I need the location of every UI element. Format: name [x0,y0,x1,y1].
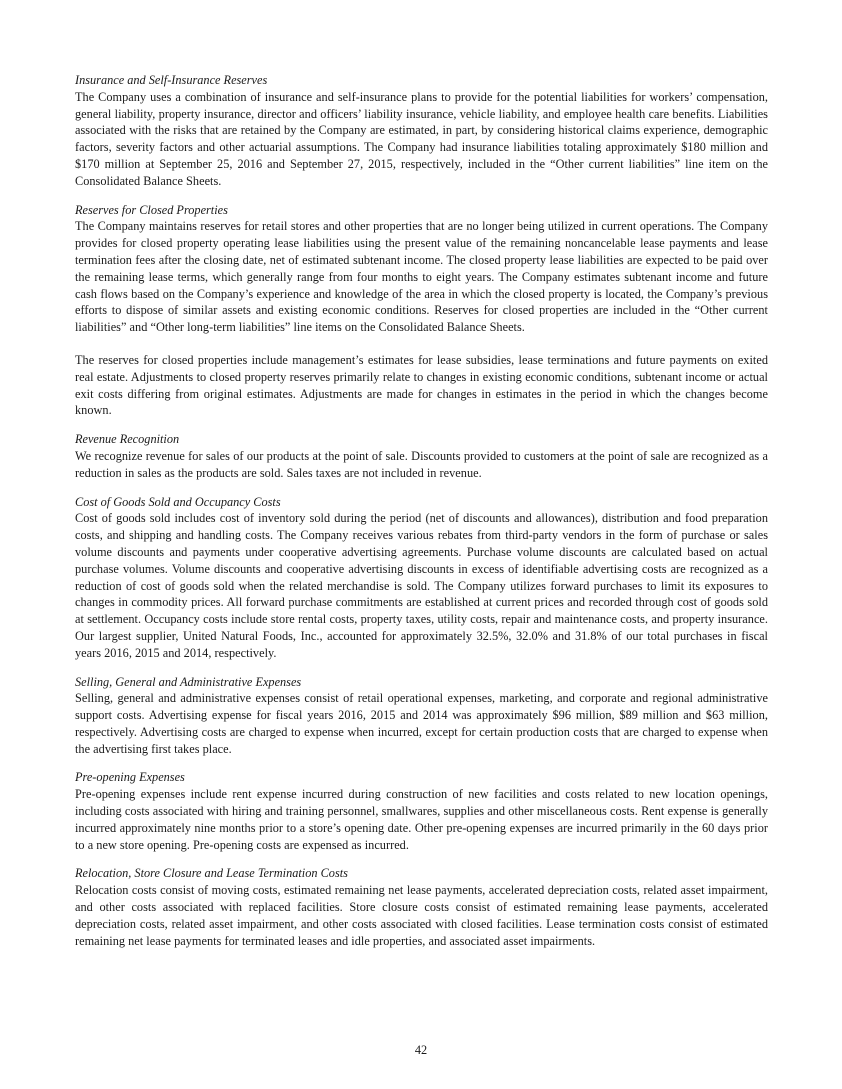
section-paragraph: The Company uses a combination of insurance and self-insurance plans to provide for the potential liabilities for workers’ compensation, general liability, property insurance, director and officers’ liability insurance, vehicle liability, and employee health care benefits. Liabilities associated with the risks that are retained by the Company are estimated, in part, by considering historical claims experience, demographic factors, severity factors and other actuarial assumptions. The Company had insurance liabilities totaling approximately $180 million and $170 million at September 25, 2016 and September 27, 2015, respectively, included in the “Other current liabilities” line item on the Consolidated Balance Sheets. [75,89,768,188]
section-paragraph: Cost of goods sold includes cost of inventory sold during the period (net of discounts and allowances), distribution and food preparation costs, and shipping and handling costs. The Company receives various rebates from third-party vendors in the form of purchase or sales volume discounts and payments under cooperative advertising agreements. Purchase volume discounts are calculated based on actual purchase volumes. Volume discounts and cooperative advertising discounts in excess of identifiable advertising costs are recognized as a reduction of cost of goods sold when the related merchandise is sold. The Company utilizes forward purchases to limit its exposures to changes in commodity prices. All forward purchase commitments are established at current prices and recorded through cost of goods sold at settlement. Occupancy costs include store rental costs, property taxes, utility costs, repair and maintenance costs, and property insurance. Our largest supplier, United Natural Foods, Inc., accounted for approximately 32.5%, 32.0% and 31.8% of our total purchases in fiscal years 2016, 2015 and 2014, respectively. [75,511,768,660]
page-number: 42 [414,1043,428,1057]
section-heading: Insurance and Self-Insurance Reserves [75,73,268,87]
section-heading: Pre-opening Expenses [75,770,185,785]
section-paragraph: Selling, general and administrative expenses consist of retail operational expenses, marketing, and corporate and regional administrative support costs. Advertising expense for fiscal years 2016, 2015 and 2014 was approximately $96 million, $89 million and $63 million, respectively. Advertising costs are charged to expense when incurred, except for certain production costs that are charged to expense when the advertising first takes place. [75,691,768,756]
section-heading: Reserves for Closed Properties [75,202,228,217]
section-paragraph: The reserves for closed properties include management’s estimates for lease subsidies, lease terminations and future payments on exited real estate. Adjustments to closed property reserves primarily relate to changes in existing economic conditions, subtenant income or actual exit costs differing from original estimates. Adjustments are made for changes in estimates in the period in which the changes become known. [75,352,768,418]
section-pre-opening-expenses [75,769,768,853]
section-closed-properties [75,202,768,420]
document-page [75,72,768,961]
section-sga-expenses [75,674,768,758]
section-paragraph: We recognize revenue for sales of our products at the point of sale. Discounts provided to customers at the point of sale are recognized as a reduction in sales as the products are sold. Sales taxes are not included in revenue. [75,448,768,480]
section-paragraph: The Company maintains reserves for retail stores and other properties that are no longer being utilized in current operations. The Company provides for closed property operating lease liabilities using the present value of the remaining noncancelable lease payments and lease termination fees after the closing date, net of estimated subtenant income. The closed property lease liabilities are expected to be paid over the remaining lease terms, which generally range from four months to eight years. The Company estimates subtenant income and future cash flows based on the Company’s experience and knowledge of the area in which the closed property is located, the Company’s previous efforts to dispose of similar assets and existing economic conditions. Reserves for closed properties are included in the “Other current liabilities” and “Other long-term liabilities” line items on the Consolidated Balance Sheets. [75,219,768,335]
section-heading: Cost of Goods Sold and Occupancy Costs [75,494,281,509]
section-heading: Selling, General and Administrative Expenses [75,674,302,689]
section-heading: Relocation, Store Closure and Lease Termination Costs [75,866,348,881]
section-heading: Revenue Recognition [75,432,180,447]
section-paragraph: Pre-opening expenses include rent expense incurred during construction of new facilities and costs related to new location openings, including costs associated with hiring and training personnel, smallwares, supplies and other miscellaneous costs. Rent expense is generally incurred approximately nine months prior to a store’s opening date. Other pre-opening expenses are incurred primarily in the 60 days prior to a new store opening. Pre-opening costs are expensed as incurred. [75,787,768,852]
section-revenue-recognition [75,431,768,481]
section-insurance-reserves [75,72,768,190]
section-cost-of-goods-sold [75,494,768,662]
section-relocation-closure-costs [75,865,768,949]
section-paragraph: Relocation costs consist of moving costs, estimated remaining net lease payments, accelerated depreciation costs, related asset impairment, and other costs associated with replaced facilities. Store closure costs consist of estimated remaining lease payments, accelerated depreciation costs, related asset impairment, and other costs associated with closed facilities. Lease termination costs consist of estimated remaining net lease payments for terminated leases and idle properties, and associated asset impairments. [75,883,768,948]
